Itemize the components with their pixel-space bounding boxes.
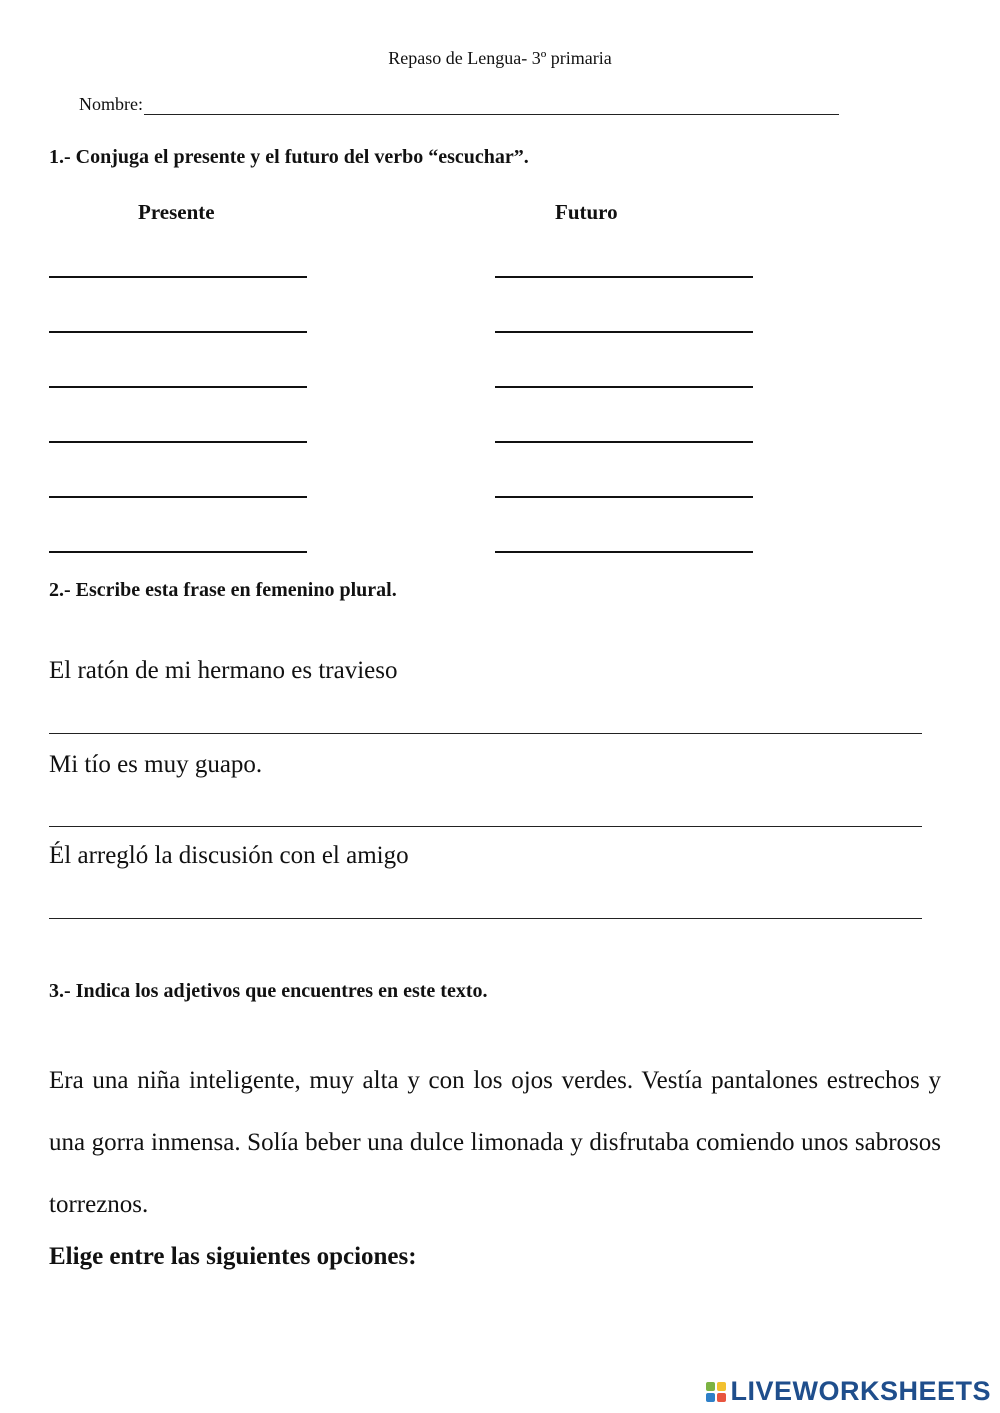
name-field [79, 94, 839, 115]
sentence-2-answer-line[interactable] [49, 826, 922, 827]
presente-answer-line[interactable] [49, 496, 307, 498]
name-input-line[interactable] [144, 96, 839, 115]
sentence-1-answer-line[interactable] [49, 733, 922, 734]
question-1-title: 1.- Conjuga el presente y el futuro del verbo “escuchar”. [49, 146, 529, 168]
logo-text: LIVEWORKSHEETS [730, 1376, 991, 1406]
column-heading-futuro: Futuro [555, 200, 618, 224]
futuro-answer-line[interactable] [495, 441, 753, 443]
column-heading-presente: Presente [138, 200, 215, 224]
question-3-title: 3.- Indica los adjetivos que encuentres en este texto. [49, 980, 488, 1002]
futuro-answer-line[interactable] [495, 551, 753, 553]
futuro-answer-line[interactable] [495, 386, 753, 388]
logo-squares-icon [706, 1382, 726, 1402]
adjectives-text: Era una niña inteligente, muy alta y con los ojos verdes. Vestía pantalones estrechos y una gorra inmensa. Solía beber una dulce limonada y disfrutaba comiendo unos sabrosos torreznos. [49, 1067, 941, 1218]
question-2-title: 2.- Escribe esta frase en femenino plural. [49, 579, 397, 601]
presente-answer-line[interactable] [49, 331, 307, 333]
sentence-3-answer-line[interactable] [49, 918, 922, 919]
choose-options-label: Elige entre las siguientes opciones: [49, 1243, 417, 1270]
presente-answer-line[interactable] [49, 441, 307, 443]
worksheet-title: Repaso de Lengua- 3º primaria [388, 48, 612, 68]
sentence-2: Mi tío es muy guapo. [49, 751, 263, 778]
presente-answer-line[interactable] [49, 276, 307, 278]
futuro-answer-line[interactable] [495, 331, 753, 333]
sentence-3: Él arregló la discusión con el amigo [49, 842, 409, 869]
futuro-answer-line[interactable] [495, 496, 753, 498]
name-label: Nombre: [79, 94, 143, 114]
liveworksheets-logo [706, 1378, 991, 1405]
presente-answer-line[interactable] [49, 551, 307, 553]
sentence-1: El ratón de mi hermano es travieso [49, 657, 398, 684]
futuro-answer-line[interactable] [495, 276, 753, 278]
presente-answer-line[interactable] [49, 386, 307, 388]
